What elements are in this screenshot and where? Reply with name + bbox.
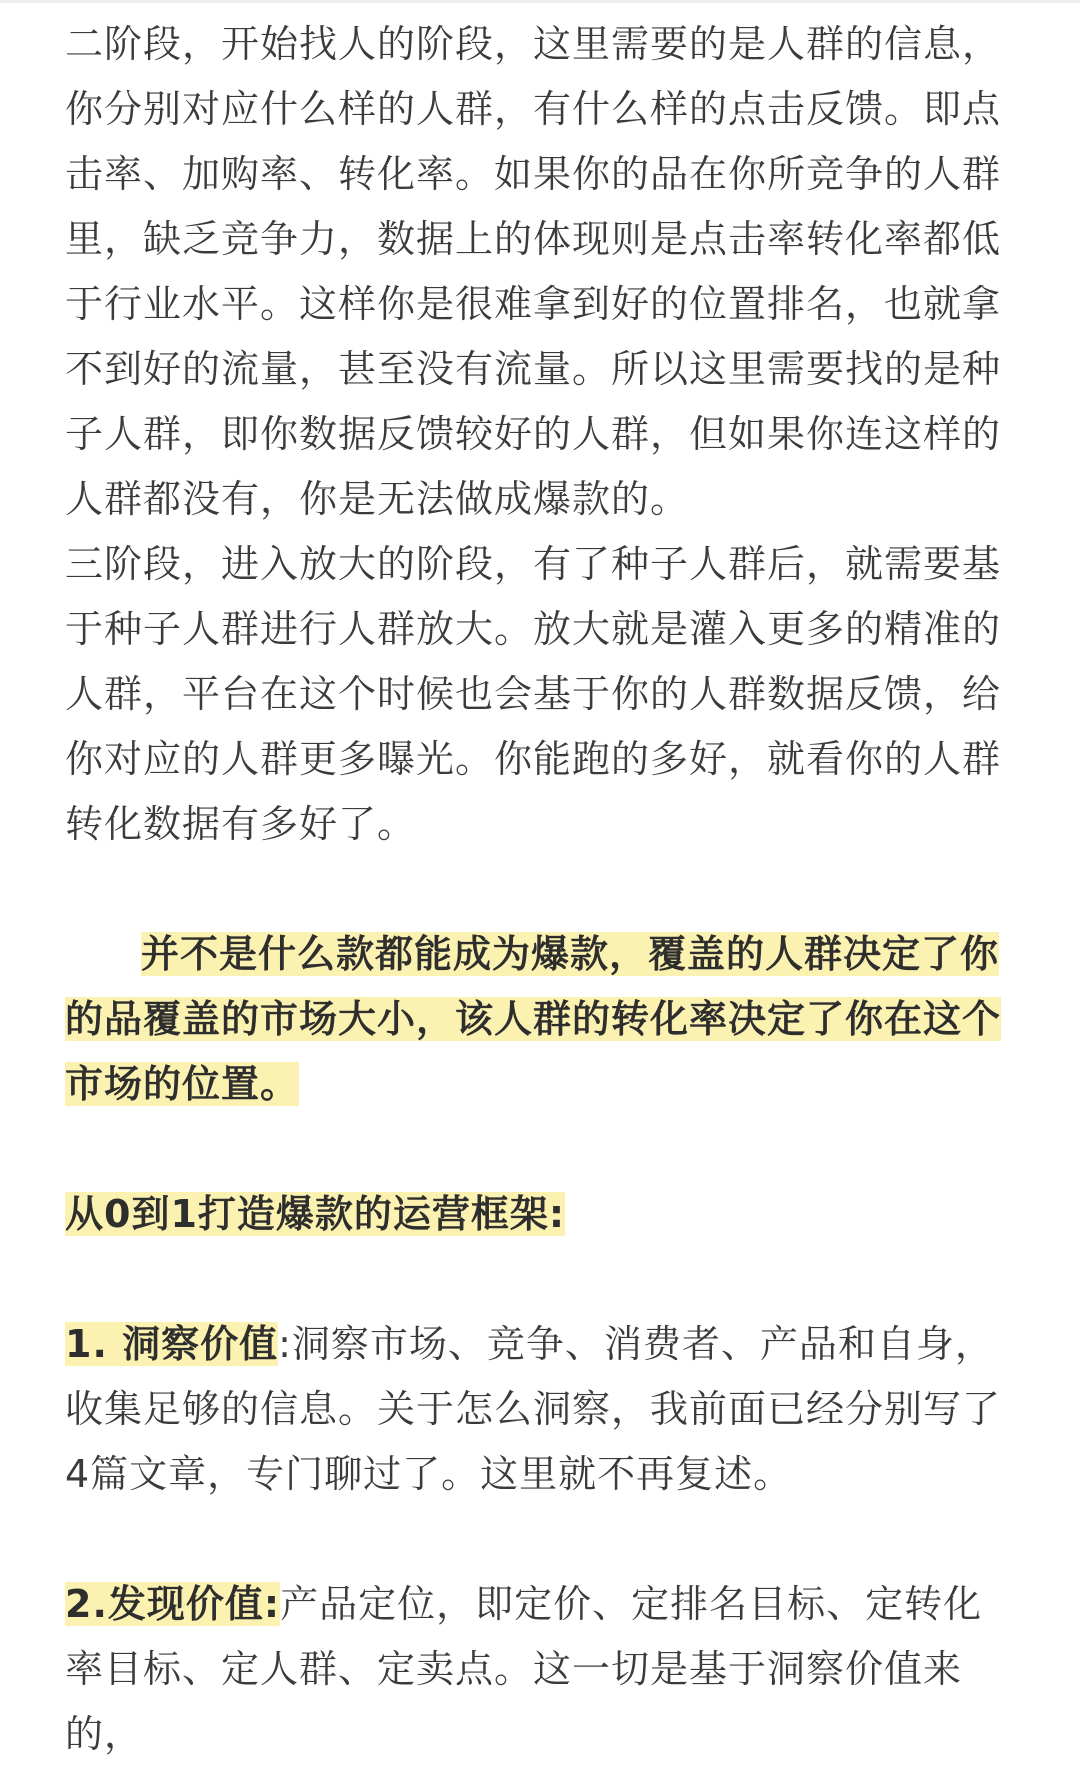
- paragraph-stage3: 三阶段，进入放大的阶段，有了种子人群后，就需要基于种子人群进行人群放大。放大就是灌入更多的精准的人群，平台在这个时候也会基于你的人群数据反馈，给你对应的人群更多曝光。你能跑的多好，就看你的人群转化数据有多好了。: [65, 542, 1002, 846]
- spacer: [65, 1117, 1015, 1182]
- paragraph-stage2: 二阶段，开始找人的阶段，这里需要的是人群的信息，你分别对应什么样的人群，有什么样的点击反馈。即点击率、加购率、转化率。如果你的品在你所竞争的人群里，缺乏竞争力，数据上的体现则是点击率转化率都低于行业水平。这样你是很难拿到好的位置排名，也就拿不到好的流量，甚至没有流量。所以这里需要找的是种子人群，即你数据反馈较好的人群，但如果你连这样的人群都没有，你是无法做成爆款的。: [65, 22, 1002, 521]
- spacer: [65, 857, 1015, 922]
- highlight-quote-paragraph: [65, 922, 1015, 1117]
- item-1-label: 1. 洞察价值: [65, 1322, 279, 1366]
- item-2-label: 2.发现价值:: [65, 1582, 281, 1626]
- item-2-text: 产品定位，即定价、定排名目标、定转化率目标、定人群、定卖点。这一切是基于洞察价值来的，: [65, 1582, 983, 1756]
- framework-title-paragraph: [65, 1182, 1015, 1247]
- item-1-text: :洞察市场、竞争、消费者、产品和自身，收集足够的信息。关于怎么洞察，我前面已经分别写了4篇文章，专门聊过了。这里就不再复述。: [65, 1322, 1002, 1496]
- spacer: [65, 1247, 1015, 1312]
- highlight-quote: 并不是什么款都能成为爆款，覆盖的人群决定了你的品覆盖的市场大小，该人群的转化率决定了你在这个市场的位置。: [65, 932, 1002, 1106]
- spacer: [65, 1507, 1015, 1572]
- top-border: [0, 0, 1080, 3]
- framework-title: 从0到1打造爆款的运营框架:: [65, 1192, 566, 1236]
- article-body: [65, 12, 1015, 1767]
- item-1-paragraph: [65, 1312, 1015, 1507]
- item-2-paragraph: [65, 1572, 1015, 1767]
